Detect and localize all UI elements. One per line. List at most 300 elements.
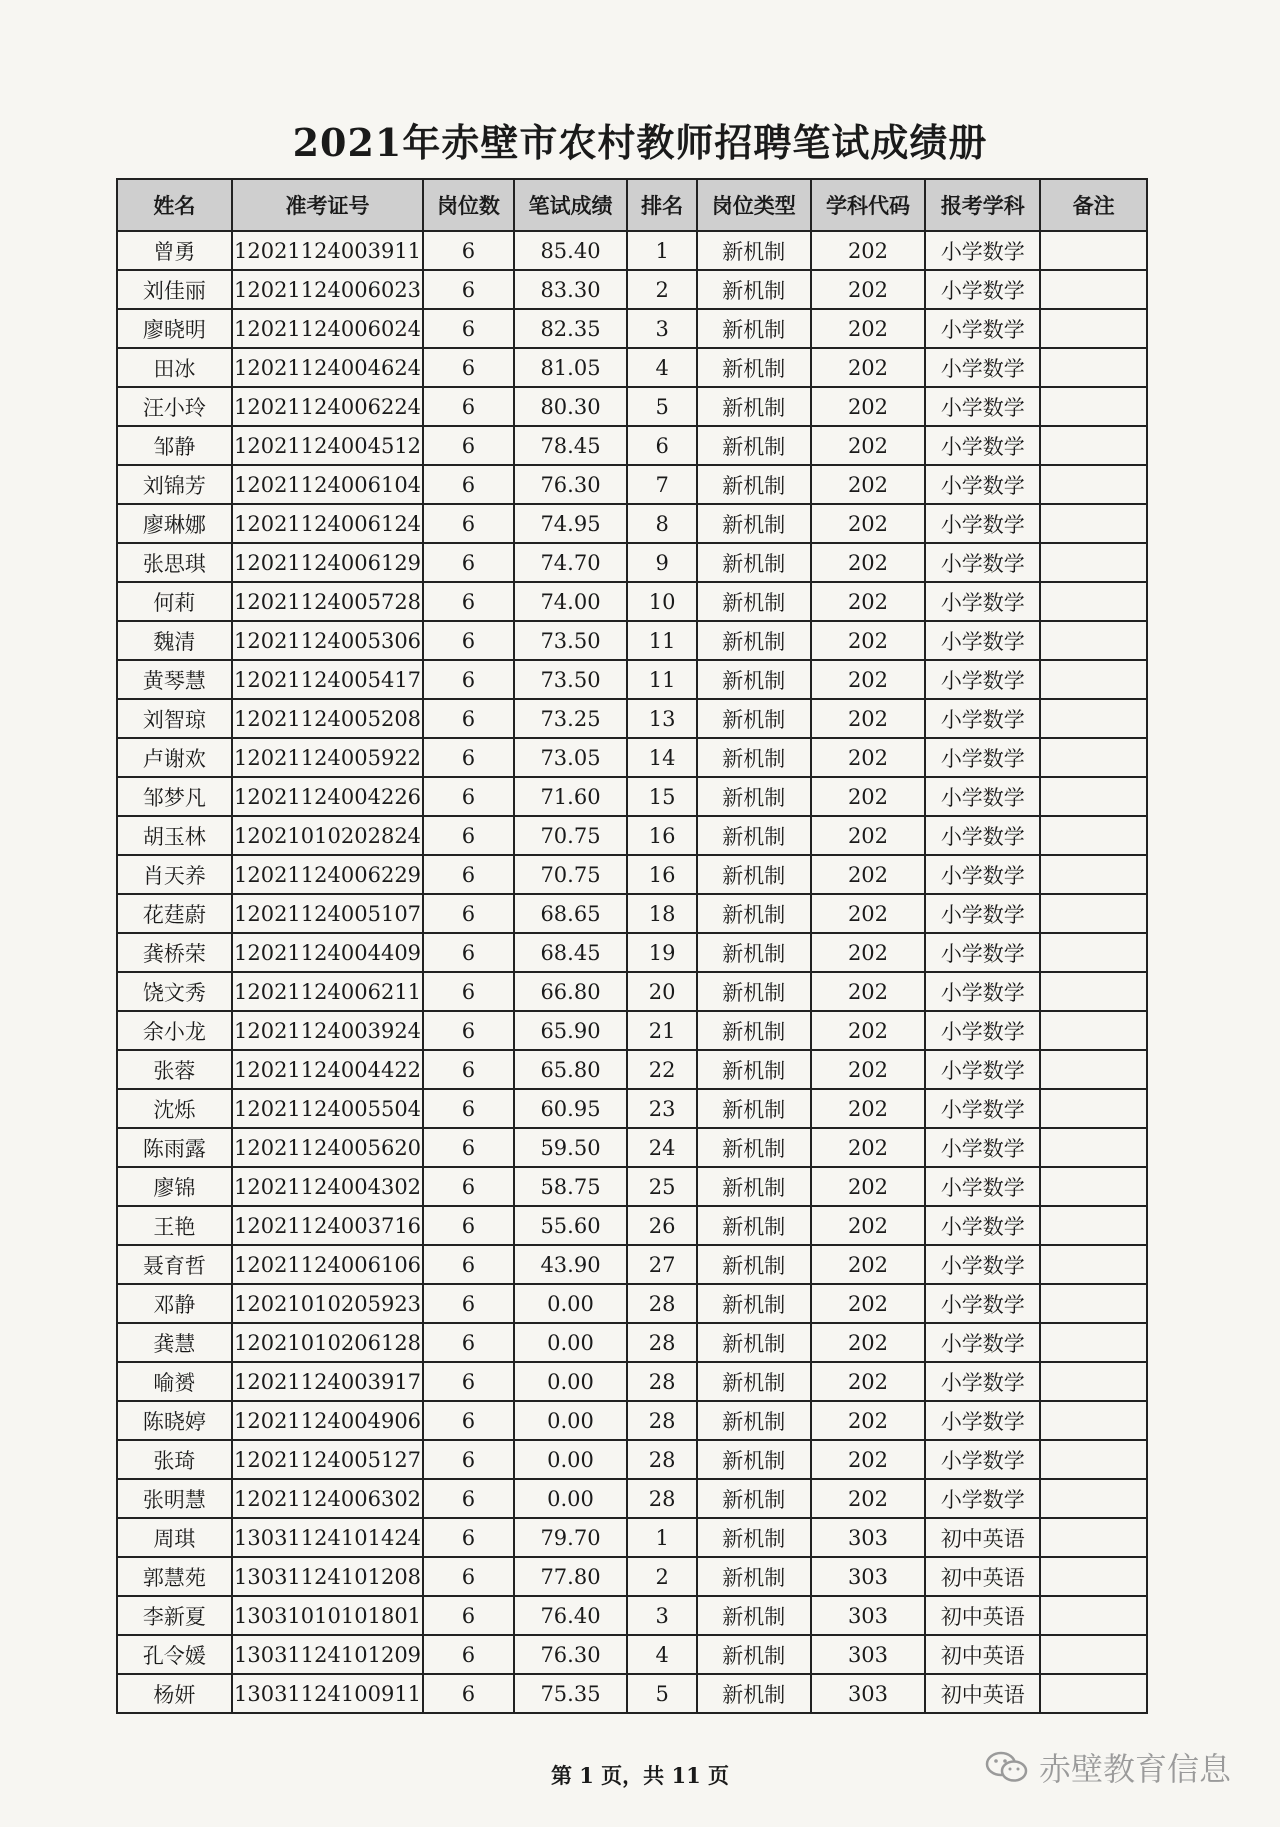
cell-written-score: 81.05 (514, 348, 628, 387)
cell-post-count: 6 (423, 1635, 513, 1674)
cell-rank: 25 (627, 1167, 697, 1206)
cell-subject: 小学数学 (925, 894, 1040, 933)
cell-rank: 16 (627, 855, 697, 894)
cell-subject-code: 202 (811, 660, 926, 699)
cell-subject-code: 202 (811, 1206, 926, 1245)
cell-name: 陈晓婷 (117, 1401, 232, 1440)
cell-remarks (1040, 1401, 1147, 1440)
cell-ticket-number: 12021124006106 (232, 1245, 423, 1284)
cell-post-type: 新机制 (697, 855, 811, 894)
cell-name: 张蓉 (117, 1050, 232, 1089)
cell-remarks (1040, 270, 1147, 309)
cell-subject: 小学数学 (925, 738, 1040, 777)
cell-subject: 小学数学 (925, 777, 1040, 816)
header-rank: 排名 (627, 179, 697, 231)
cell-written-score: 85.40 (514, 231, 628, 270)
cell-subject-code: 202 (811, 426, 926, 465)
cell-rank: 2 (627, 270, 697, 309)
cell-rank: 20 (627, 972, 697, 1011)
cell-rank: 15 (627, 777, 697, 816)
cell-written-score: 0.00 (514, 1362, 628, 1401)
cell-name: 周琪 (117, 1518, 232, 1557)
table-row (117, 816, 1147, 855)
cell-subject: 小学数学 (925, 1167, 1040, 1206)
cell-name: 刘智琼 (117, 699, 232, 738)
table-row (117, 426, 1147, 465)
cell-rank: 24 (627, 1128, 697, 1167)
cell-post-count: 6 (423, 543, 513, 582)
cell-subject-code: 202 (811, 387, 926, 426)
cell-post-count: 6 (423, 621, 513, 660)
cell-name: 聂育哲 (117, 1245, 232, 1284)
cell-post-type: 新机制 (697, 621, 811, 660)
cell-subject: 小学数学 (925, 933, 1040, 972)
cell-post-type: 新机制 (697, 582, 811, 621)
cell-remarks (1040, 387, 1147, 426)
cell-post-type: 新机制 (697, 1050, 811, 1089)
cell-rank: 2 (627, 1557, 697, 1596)
table-row (117, 231, 1147, 270)
cell-name: 卢谢欢 (117, 738, 232, 777)
cell-subject: 小学数学 (925, 972, 1040, 1011)
cell-rank: 27 (627, 1245, 697, 1284)
cell-rank: 4 (627, 348, 697, 387)
cell-name: 汪小玲 (117, 387, 232, 426)
cell-remarks (1040, 543, 1147, 582)
cell-written-score: 0.00 (514, 1401, 628, 1440)
cell-remarks (1040, 1362, 1147, 1401)
table-row (117, 621, 1147, 660)
cell-written-score: 0.00 (514, 1284, 628, 1323)
cell-subject: 初中英语 (925, 1635, 1040, 1674)
cell-rank: 10 (627, 582, 697, 621)
cell-written-score: 78.45 (514, 426, 628, 465)
cell-post-type: 新机制 (697, 1557, 811, 1596)
cell-subject-code: 202 (811, 1323, 926, 1362)
cell-name: 余小龙 (117, 1011, 232, 1050)
page-title: 2021年赤壁市农村教师招聘笔试成绩册 (292, 120, 988, 165)
cell-subject: 初中英语 (925, 1596, 1040, 1635)
cell-post-count: 6 (423, 504, 513, 543)
cell-rank: 5 (627, 387, 697, 426)
table-row (117, 1011, 1147, 1050)
cell-remarks (1040, 699, 1147, 738)
header-written-score: 笔试成绩 (514, 179, 628, 231)
cell-ticket-number: 12021124005306 (232, 621, 423, 660)
cell-post-count: 6 (423, 465, 513, 504)
cell-post-count: 6 (423, 855, 513, 894)
cell-subject: 小学数学 (925, 504, 1040, 543)
cell-post-count: 6 (423, 894, 513, 933)
cell-written-score: 71.60 (514, 777, 628, 816)
cell-subject: 小学数学 (925, 582, 1040, 621)
cell-rank: 18 (627, 894, 697, 933)
cell-rank: 21 (627, 1011, 697, 1050)
table-row (117, 738, 1147, 777)
cell-remarks (1040, 504, 1147, 543)
cell-subject: 小学数学 (925, 699, 1040, 738)
cell-remarks (1040, 894, 1147, 933)
cell-post-count: 6 (423, 1557, 513, 1596)
cell-written-score: 75.35 (514, 1674, 628, 1713)
cell-name: 胡玉林 (117, 816, 232, 855)
cell-post-type: 新机制 (697, 1011, 811, 1050)
cell-rank: 28 (627, 1362, 697, 1401)
cell-rank: 19 (627, 933, 697, 972)
header-subject: 报考学科 (925, 179, 1040, 231)
cell-post-count: 6 (423, 1674, 513, 1713)
cell-subject-code: 202 (811, 777, 926, 816)
cell-subject-code: 202 (811, 894, 926, 933)
cell-post-count: 6 (423, 738, 513, 777)
cell-post-count: 6 (423, 1518, 513, 1557)
cell-subject: 小学数学 (925, 426, 1040, 465)
cell-post-type: 新机制 (697, 1440, 811, 1479)
cell-remarks (1040, 1518, 1147, 1557)
cell-post-count: 6 (423, 1440, 513, 1479)
table-row (117, 1245, 1147, 1284)
cell-remarks (1040, 1323, 1147, 1362)
cell-ticket-number: 12021124004422 (232, 1050, 423, 1089)
cell-post-type: 新机制 (697, 348, 811, 387)
cell-rank: 26 (627, 1206, 697, 1245)
cell-remarks (1040, 660, 1147, 699)
cell-post-count: 6 (423, 777, 513, 816)
cell-ticket-number: 13031124101424 (232, 1518, 423, 1557)
cell-remarks (1040, 1557, 1147, 1596)
table-row (117, 1479, 1147, 1518)
cell-subject: 小学数学 (925, 621, 1040, 660)
cell-subject: 小学数学 (925, 465, 1040, 504)
cell-subject-code: 202 (811, 738, 926, 777)
cell-remarks (1040, 1128, 1147, 1167)
cell-name: 孔令媛 (117, 1635, 232, 1674)
cell-subject-code: 202 (811, 582, 926, 621)
cell-post-type: 新机制 (697, 1401, 811, 1440)
watermark-text: 赤壁教育信息 (1039, 1750, 1232, 1788)
cell-written-score: 0.00 (514, 1323, 628, 1362)
table-row (117, 699, 1147, 738)
cell-post-count: 6 (423, 660, 513, 699)
cell-remarks (1040, 1050, 1147, 1089)
cell-subject: 小学数学 (925, 1284, 1040, 1323)
grades-table (116, 178, 1148, 1714)
cell-rank: 4 (627, 1635, 697, 1674)
table-row (117, 972, 1147, 1011)
cell-subject-code: 202 (811, 1128, 926, 1167)
cell-post-type: 新机制 (697, 1284, 811, 1323)
cell-ticket-number: 12021124006211 (232, 972, 423, 1011)
cell-rank: 13 (627, 699, 697, 738)
cell-rank: 28 (627, 1323, 697, 1362)
table-row (117, 1050, 1147, 1089)
cell-post-count: 6 (423, 1245, 513, 1284)
cell-post-type: 新机制 (697, 1128, 811, 1167)
cell-written-score: 0.00 (514, 1479, 628, 1518)
cell-rank: 11 (627, 621, 697, 660)
cell-rank: 5 (627, 1674, 697, 1713)
cell-name: 邹梦凡 (117, 777, 232, 816)
cell-ticket-number: 12021124003917 (232, 1362, 423, 1401)
cell-name: 刘锦芳 (117, 465, 232, 504)
cell-post-type: 新机制 (697, 1245, 811, 1284)
table-row (117, 1635, 1147, 1674)
cell-name: 邹静 (117, 426, 232, 465)
cell-name: 龚慧 (117, 1323, 232, 1362)
cell-name: 邓静 (117, 1284, 232, 1323)
cell-written-score: 73.25 (514, 699, 628, 738)
cell-rank: 28 (627, 1401, 697, 1440)
cell-name: 何莉 (117, 582, 232, 621)
cell-ticket-number: 12021124006302 (232, 1479, 423, 1518)
cell-post-type: 新机制 (697, 1167, 811, 1206)
cell-subject-code: 303 (811, 1557, 926, 1596)
cell-written-score: 70.75 (514, 816, 628, 855)
cell-rank: 11 (627, 660, 697, 699)
cell-subject-code: 202 (811, 1440, 926, 1479)
cell-name: 刘佳丽 (117, 270, 232, 309)
cell-post-count: 6 (423, 231, 513, 270)
cell-written-score: 65.80 (514, 1050, 628, 1089)
cell-remarks (1040, 1206, 1147, 1245)
cell-ticket-number: 12021124006229 (232, 855, 423, 894)
cell-post-type: 新机制 (697, 1323, 811, 1362)
cell-rank: 28 (627, 1479, 697, 1518)
table-row (117, 933, 1147, 972)
cell-name: 廖晓明 (117, 309, 232, 348)
cell-subject-code: 202 (811, 504, 926, 543)
cell-name: 张琦 (117, 1440, 232, 1479)
cell-ticket-number: 12021124006104 (232, 465, 423, 504)
cell-name: 郭慧苑 (117, 1557, 232, 1596)
cell-subject-code: 202 (811, 1401, 926, 1440)
table-row (117, 660, 1147, 699)
cell-post-count: 6 (423, 699, 513, 738)
cell-written-score: 77.80 (514, 1557, 628, 1596)
table-row (117, 543, 1147, 582)
cell-name: 陈雨露 (117, 1128, 232, 1167)
cell-written-score: 0.00 (514, 1440, 628, 1479)
cell-remarks (1040, 738, 1147, 777)
cell-post-count: 6 (423, 933, 513, 972)
table-row (117, 1323, 1147, 1362)
cell-post-count: 6 (423, 1089, 513, 1128)
cell-subject-code: 202 (811, 1284, 926, 1323)
cell-ticket-number: 12021124005620 (232, 1128, 423, 1167)
cell-ticket-number: 12021124003924 (232, 1011, 423, 1050)
cell-ticket-number: 12021124005417 (232, 660, 423, 699)
cell-subject: 小学数学 (925, 1245, 1040, 1284)
cell-written-score: 68.65 (514, 894, 628, 933)
table-row (117, 504, 1147, 543)
cell-post-type: 新机制 (697, 738, 811, 777)
cell-name: 喻赟 (117, 1362, 232, 1401)
cell-written-score: 43.90 (514, 1245, 628, 1284)
cell-subject-code: 202 (811, 699, 926, 738)
cell-name: 廖琳娜 (117, 504, 232, 543)
cell-post-count: 6 (423, 972, 513, 1011)
table-row (117, 894, 1147, 933)
cell-ticket-number: 12021124006124 (232, 504, 423, 543)
table-row (117, 465, 1147, 504)
cell-name: 龚桥荣 (117, 933, 232, 972)
cell-remarks (1040, 1284, 1147, 1323)
cell-post-count: 6 (423, 387, 513, 426)
cell-written-score: 73.50 (514, 621, 628, 660)
cell-remarks (1040, 582, 1147, 621)
cell-ticket-number: 12021124006023 (232, 270, 423, 309)
cell-name: 张明慧 (117, 1479, 232, 1518)
cell-post-count: 6 (423, 1362, 513, 1401)
cell-written-score: 55.60 (514, 1206, 628, 1245)
table-row (117, 1596, 1147, 1635)
cell-post-count: 6 (423, 270, 513, 309)
cell-subject-code: 202 (811, 1050, 926, 1089)
table-row (117, 1167, 1147, 1206)
cell-subject: 小学数学 (925, 1011, 1040, 1050)
cell-remarks (1040, 465, 1147, 504)
cell-written-score: 66.80 (514, 972, 628, 1011)
cell-post-type: 新机制 (697, 1206, 811, 1245)
table-body (117, 231, 1147, 1713)
cell-name: 肖天养 (117, 855, 232, 894)
table-row (117, 855, 1147, 894)
cell-remarks (1040, 1635, 1147, 1674)
cell-subject-code: 303 (811, 1596, 926, 1635)
cell-ticket-number: 13031124101209 (232, 1635, 423, 1674)
cell-post-count: 6 (423, 582, 513, 621)
cell-rank: 3 (627, 309, 697, 348)
cell-post-type: 新机制 (697, 816, 811, 855)
cell-subject: 小学数学 (925, 543, 1040, 582)
cell-subject: 小学数学 (925, 1128, 1040, 1167)
cell-written-score: 58.75 (514, 1167, 628, 1206)
cell-subject-code: 202 (811, 465, 926, 504)
header-remarks: 备注 (1040, 179, 1147, 231)
cell-ticket-number: 12021124004624 (232, 348, 423, 387)
cell-remarks (1040, 426, 1147, 465)
cell-subject-code: 202 (811, 1362, 926, 1401)
cell-subject-code: 303 (811, 1674, 926, 1713)
cell-rank: 23 (627, 1089, 697, 1128)
cell-name: 曾勇 (117, 231, 232, 270)
table-row (117, 1284, 1147, 1323)
cell-name: 田冰 (117, 348, 232, 387)
cell-ticket-number: 13031124101208 (232, 1557, 423, 1596)
table-row (117, 1518, 1147, 1557)
cell-rank: 3 (627, 1596, 697, 1635)
cell-remarks (1040, 1479, 1147, 1518)
cell-rank: 9 (627, 543, 697, 582)
cell-post-type: 新机制 (697, 660, 811, 699)
cell-written-score: 74.70 (514, 543, 628, 582)
cell-rank: 7 (627, 465, 697, 504)
cell-post-count: 6 (423, 348, 513, 387)
cell-ticket-number: 12021124004226 (232, 777, 423, 816)
wechat-icon (985, 1751, 1029, 1783)
cell-name: 花莛蔚 (117, 894, 232, 933)
cell-remarks (1040, 855, 1147, 894)
table-row (117, 1206, 1147, 1245)
cell-subject-code: 202 (811, 855, 926, 894)
cell-name: 王艳 (117, 1206, 232, 1245)
cell-subject-code: 303 (811, 1518, 926, 1557)
cell-ticket-number: 12021124005728 (232, 582, 423, 621)
cell-ticket-number: 12021124006024 (232, 309, 423, 348)
cell-post-count: 6 (423, 309, 513, 348)
cell-remarks (1040, 1596, 1147, 1635)
table-row (117, 582, 1147, 621)
cell-subject: 小学数学 (925, 1479, 1040, 1518)
cell-post-type: 新机制 (697, 1479, 811, 1518)
cell-post-type: 新机制 (697, 894, 811, 933)
header-post-type: 岗位类型 (697, 179, 811, 231)
cell-post-count: 6 (423, 1167, 513, 1206)
cell-ticket-number: 12021124005922 (232, 738, 423, 777)
cell-ticket-number: 12021124006129 (232, 543, 423, 582)
cell-written-score: 83.30 (514, 270, 628, 309)
cell-remarks (1040, 777, 1147, 816)
cell-rank: 6 (627, 426, 697, 465)
table-row (117, 387, 1147, 426)
cell-rank: 28 (627, 1440, 697, 1479)
cell-written-score: 82.35 (514, 309, 628, 348)
cell-ticket-number: 12021124004512 (232, 426, 423, 465)
cell-written-score: 74.95 (514, 504, 628, 543)
cell-subject-code: 202 (811, 1479, 926, 1518)
cell-ticket-number: 12021010202824 (232, 816, 423, 855)
header-post-count: 岗位数 (423, 179, 513, 231)
cell-ticket-number: 12021010205923 (232, 1284, 423, 1323)
cell-subject-code: 202 (811, 816, 926, 855)
cell-post-count: 6 (423, 1128, 513, 1167)
cell-written-score: 76.40 (514, 1596, 628, 1635)
cell-subject-code: 202 (811, 309, 926, 348)
table-row (117, 1674, 1147, 1713)
cell-subject: 小学数学 (925, 348, 1040, 387)
cell-name: 沈烁 (117, 1089, 232, 1128)
table-row (117, 348, 1147, 387)
cell-subject: 小学数学 (925, 1206, 1040, 1245)
cell-post-type: 新机制 (697, 777, 811, 816)
cell-subject: 小学数学 (925, 1050, 1040, 1089)
cell-remarks (1040, 1674, 1147, 1713)
cell-rank: 1 (627, 1518, 697, 1557)
cell-remarks (1040, 1440, 1147, 1479)
cell-written-score: 79.70 (514, 1518, 628, 1557)
cell-written-score: 73.50 (514, 660, 628, 699)
cell-name: 杨妍 (117, 1674, 232, 1713)
cell-subject: 小学数学 (925, 270, 1040, 309)
cell-subject: 初中英语 (925, 1518, 1040, 1557)
cell-rank: 28 (627, 1284, 697, 1323)
cell-post-type: 新机制 (697, 543, 811, 582)
cell-remarks (1040, 1245, 1147, 1284)
cell-post-type: 新机制 (697, 933, 811, 972)
cell-post-count: 6 (423, 1479, 513, 1518)
cell-post-count: 6 (423, 1050, 513, 1089)
cell-subject-code: 202 (811, 231, 926, 270)
cell-post-type: 新机制 (697, 504, 811, 543)
cell-post-type: 新机制 (697, 1089, 811, 1128)
cell-post-type: 新机制 (697, 270, 811, 309)
cell-remarks (1040, 1011, 1147, 1050)
cell-subject: 小学数学 (925, 1323, 1040, 1362)
cell-post-type: 新机制 (697, 972, 811, 1011)
cell-written-score: 70.75 (514, 855, 628, 894)
cell-post-type: 新机制 (697, 1635, 811, 1674)
cell-subject-code: 202 (811, 543, 926, 582)
